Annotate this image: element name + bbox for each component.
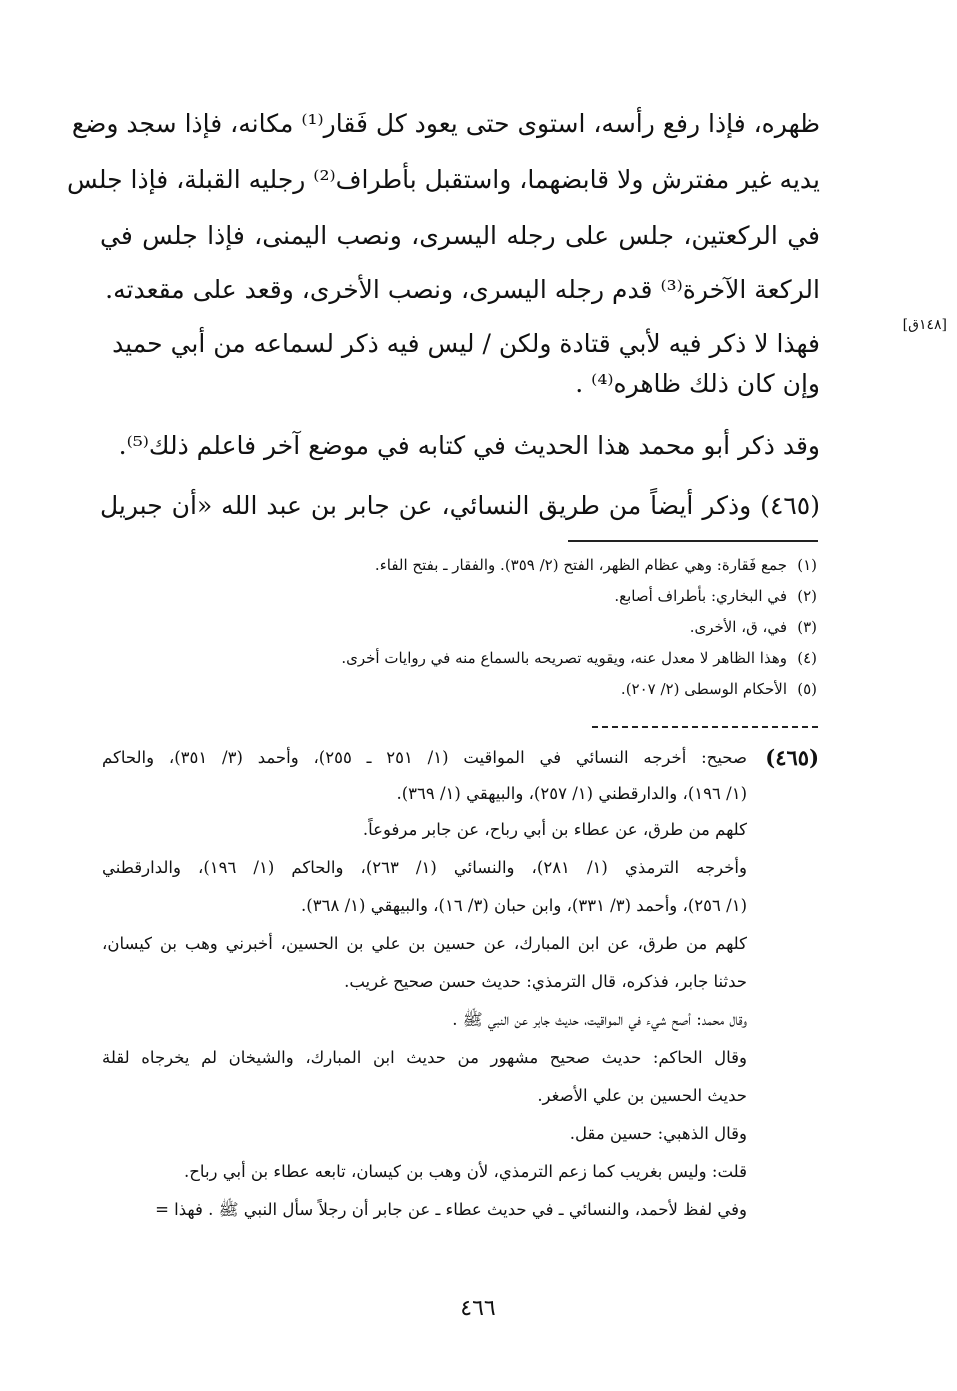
commentary-separator	[592, 726, 818, 728]
footnote-separator	[568, 540, 818, 542]
body-line-4: الركعة الآخرة⁽³⁾ قدم رجله اليسرى، ونصب الأخرى، وقعد على مقعدته.	[105, 275, 820, 304]
footnote-4	[137, 643, 817, 674]
commentary-line-3: كلهم من طرق، عن عطاء بن أبي رباح، عن جابر مرفوعاً.	[362, 820, 747, 839]
margin-note: [١٤٨ق]	[902, 317, 947, 333]
footnote-5	[137, 674, 817, 705]
body-line-5: فهذا لا ذكر فيه لأبي قتادة ولكن / ليس فيه ذكر لسماعه من أبي حميد	[112, 329, 820, 358]
body-line-2: يديه غير مفترش ولا قابضهما، واستقبل بأطراف⁽²⁾ رجليه القبلة، فإذا جلس	[67, 165, 820, 194]
footnote-text: جمع فَقارة: وهي عظام الظهر، الفتح (٢/ ٣٥٩). والفقار ـ بفتح الفاء.	[374, 556, 787, 574]
footnote-number: (١)	[797, 556, 817, 574]
body-line-1: ظهره، فإذا رفع رأسه، استوى حتى يعود كل فَقار⁽¹⁾ مكانه، فإذا سجد وضع	[71, 109, 820, 138]
footnote-3	[137, 612, 817, 643]
footnote-text: في، ق، الأخرى.	[689, 618, 787, 636]
commentary-line-11: وقال الذهبي: حسين مقل.	[569, 1124, 747, 1143]
body-line-3: في الركعتين، جلس على رجله اليسرى، ونصب اليمنى، فإذا جلس في	[100, 221, 820, 250]
footnote-text: في البخاري: بأطراف أصابع.	[614, 587, 787, 605]
commentary-line-10: حديث الحسين بن علي الأصغر.	[537, 1086, 747, 1105]
body-line-6: وإن كان ذلك ظاهره⁽⁴⁾ .	[575, 369, 820, 398]
footnote-text: وهذا الظاهر لا معدل عنه، ويقويه تصريحه بالسماع منه في روايات أخرى.	[341, 649, 787, 667]
commentary-line-4: وأخرجه الترمذي (١/ ٢٨١)، والنسائي (١/ ٢٦٣)، والحاكم (١/ ١٩٦)، والدارقطني	[102, 858, 747, 877]
commentary-line-5: (١/ ٢٥٦)، وأحمد (٣/ ٣٣١)، وابن حبان (٣/ ١٦)، والبيهقي (١/ ٣٦٨).	[301, 896, 747, 915]
commentary-line-2: (١/ ١٩٦)، والدارقطني (١/ ٢٥٧)، والبيهقي (١/ ٣٦٩).	[396, 784, 747, 803]
footnote-number: (٣)	[797, 618, 817, 636]
commentary-line-1: صحيح: أخرجه النسائي في المواقيت (١/ ٢٥١ ـ ٢٥٥)، وأحمد (٣/ ٣٥١)، والحاكم	[102, 748, 747, 767]
commentary-line-6: كلهم من طرق، عن ابن المبارك، عن حسين بن علي بن الحسين، أخبرني وهب بن كيسان،	[102, 934, 747, 953]
footnote-number: (٥)	[797, 680, 817, 698]
footnote-number: (٢)	[797, 587, 817, 605]
commentary-line-8: وقال محمد: أصح شيء في المواقيت، حديث جابر عن النبي ﷺ .	[452, 1010, 747, 1029]
page-number: ٤٦٦	[460, 1296, 496, 1321]
footnote-text: الأحكام الوسطى (٢/ ٢٠٧).	[620, 680, 787, 698]
commentary-line-13: وفي لفظ لأحمد، والنسائي ـ في حديث عطاء ـ عن جابر أن رجلاً سأل النبي ﷺ . فهذا =	[155, 1200, 747, 1219]
body-line-7: وقد ذكر أبو محمد هذا الحديث في كتابه في موضع آخر فاعلم ذلك⁽⁵⁾.	[118, 431, 820, 460]
commentary-line-7: حدثنا جابر، فذكره، قال الترمذي: حديث حسن صحيح غريب.	[344, 972, 747, 991]
footnote-number: (٤)	[797, 649, 817, 667]
body-line-8: (٤٦٥) وذكر أيضاً من طريق النسائي، عن جابر بن عبد الله «أن جبريل	[100, 491, 820, 520]
commentary-line-9: وقال الحاكم: حديث صحيح مشهور من حديث ابن المبارك، والشيخان لم يخرجاه لقلة	[102, 1048, 747, 1067]
commentary-line-12: قلت: وليس بغريب كما زعم الترمذي، لأن وهب بن كيسان، تابعه عطاء بن أبي رباح.	[184, 1162, 747, 1181]
commentary-number: (٤٦٥)	[765, 745, 819, 770]
footnote-2	[137, 581, 817, 612]
footnote-1	[137, 550, 817, 581]
